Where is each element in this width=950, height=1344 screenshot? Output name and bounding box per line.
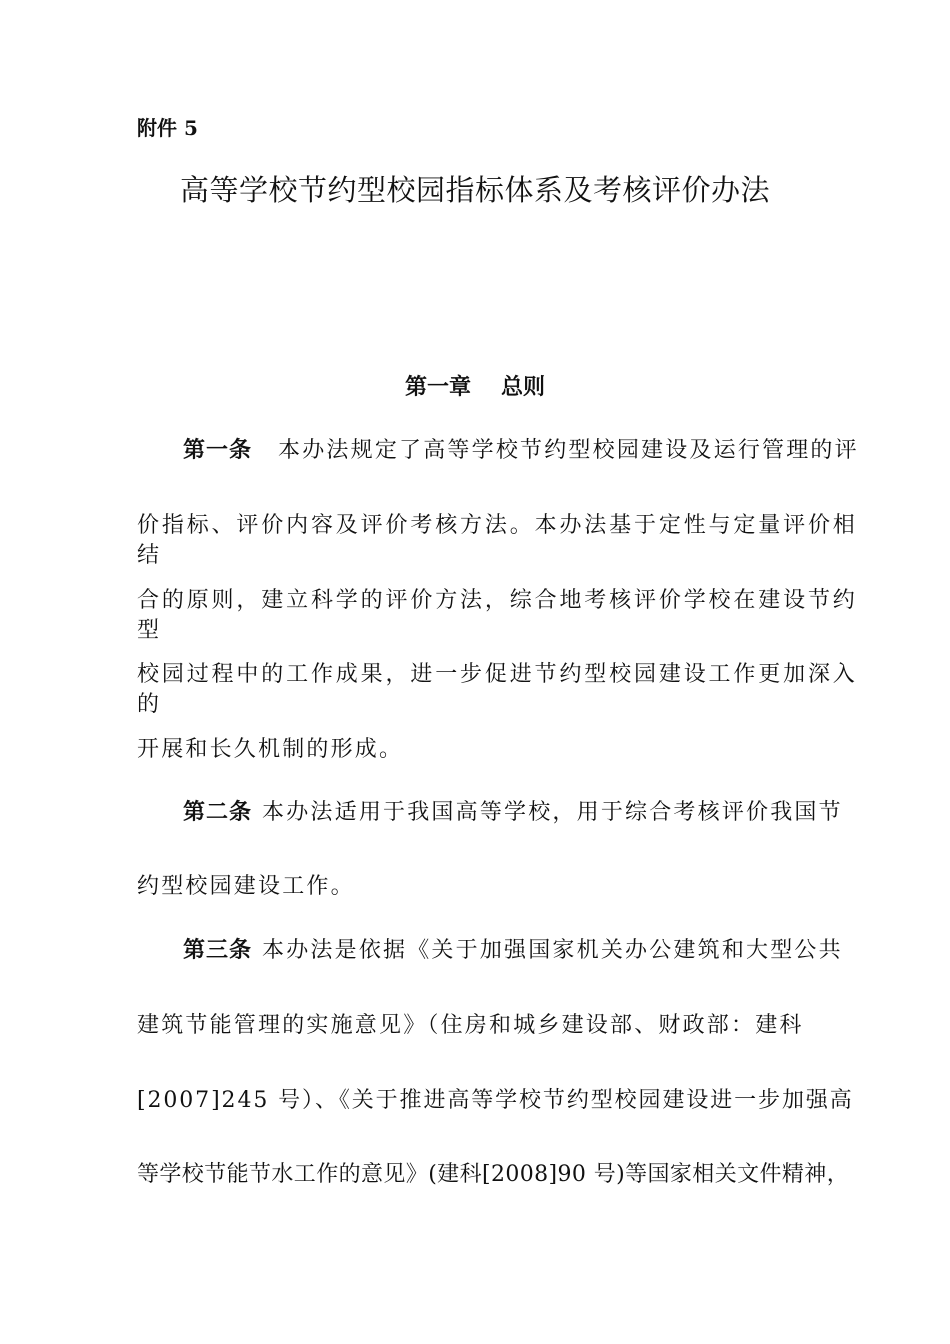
article-1-label: 第一条 [183, 437, 253, 463]
attachment-label: 附件 5 [137, 116, 198, 140]
article-2-line-1 [183, 797, 863, 828]
article-1-line-5: 开展和长久机制的形成。 [137, 737, 404, 762]
article-3-line-4: 等学校节能节水工作的意见》(建科[2008]90 号)等国家相关文件精神， [137, 1162, 850, 1187]
article-1-line-1 [183, 435, 863, 466]
article-1-text-1: 本办法规定了高等学校节约型校园建设及运行管理的评 [278, 438, 859, 463]
article-1-line-3: 合的原则，建立科学的评价方法，综合地考核评价学校在建设节约型 [137, 588, 857, 643]
article-2-line-2: 约型校园建设工作。 [137, 874, 355, 899]
article-3-text-1: 本办法是依据《关于加强国家机关办公建筑和大型公共 [262, 938, 843, 963]
article-1-line-2: 价指标、评价内容及评价考核方法。本办法基于定性与定量评价相结 [137, 513, 857, 568]
chapter-number: 第一章 [404, 374, 471, 400]
chapter-heading [0, 372, 950, 402]
article-2-text-1: 本办法适用于我国高等学校，用于综合考核评价我国节 [262, 800, 843, 825]
article-2-label: 第二条 [183, 799, 253, 825]
article-1-line-4: 校园过程中的工作成果，进一步促进节约型校园建设工作更加深入的 [137, 662, 857, 717]
chapter-name: 总则 [501, 374, 546, 400]
article-3-line-2: 建筑节能管理的实施意见》（住房和城乡建设部、财政部：建科 [137, 1013, 804, 1038]
article-3-line-3: [2007]245 号）、《关于推进高等学校节约型校园建设进一步加强高 [137, 1088, 854, 1113]
article-3-line-1 [183, 935, 863, 966]
article-3-label: 第三条 [183, 937, 253, 963]
document-title: 高等学校节约型校园指标体系及考核评价办法 [179, 173, 770, 207]
